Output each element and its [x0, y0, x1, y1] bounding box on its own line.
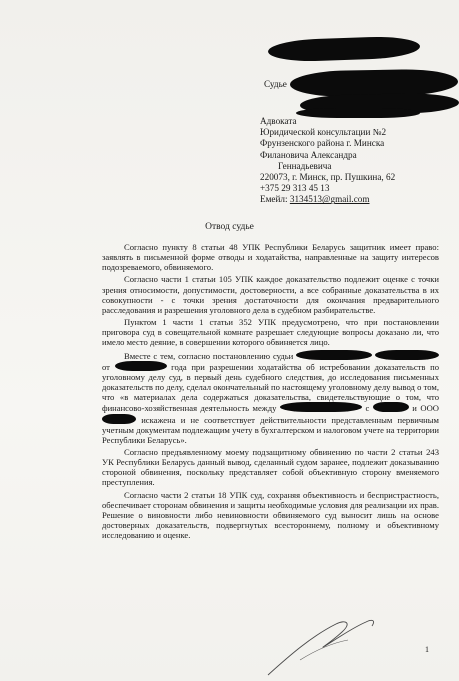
paragraph-5: Согласно предъявленному моему подзащитному обвинению по части 2 статьи 243 УК Республики Беларусь данный вывод, сделанный судом заранее, подлежит доказыванию стороной обвинения, поскольку представляет собой объективную сторону вменяемого преступления. [102, 446, 439, 488]
p4-text-c: года при разрешении ходатайства об истребовании доказательств по уголовному делу суд, в первый день судебного следствия, до исследования письменных доказательств по делу, сделал окончательный по настоящему уголовному делу вывод о том, что «в материалах дела содержаться доказательства, свидетельствующие о том, что финансово-хозяйственная деятельность между [102, 361, 439, 414]
email-label: Емейл: [260, 194, 290, 205]
paragraph-2: Согласно части 1 статьи 105 УПК каждое доказательство подлежит оценке с точки зрения относимости, допустимости, достоверности, а все собранные доказательства в их совокупности - с точки зрения достаточности для окончания предварительного расследования и разрешения уголовного дела в судебном разбирательстве. [102, 274, 439, 315]
addr-line-3: Филановича Александра [260, 149, 357, 160]
addr-line-0: Адвоката [260, 116, 297, 126]
paragraph-1: Согласно пункту 8 статьи 48 УПК Республики Беларусь защитник имеет право: заявлять в письменной форме отводы и ходатайства, направленные на защиту интересов подозреваемого, обвиняемого. [102, 242, 439, 273]
addr-line-5: 220073, г. Минск, пр. Пушкина, 62 [260, 172, 396, 183]
paragraph-3: Пунктом 1 части 1 статьи 352 УПК предусмотрено, что при постановлении приговора суд в совещательной комнате разрешает следующие вопросы доказано ли, что имело место деяние, в совершении которого обвиняется лицо. [102, 317, 439, 348]
email-link[interactable]: 3134513@gmail.com [289, 194, 370, 205]
addr-line-4: Геннадьевича [278, 160, 332, 171]
addr-line-6: +375 29 313 45 13 [260, 183, 330, 194]
judge-prefix: Судье [264, 79, 287, 89]
p4-text-b: от [102, 361, 110, 372]
p4-text-e: и ООО [412, 403, 440, 414]
addr-line-1: Юридической консультации №2 [260, 127, 387, 138]
paragraph-6: Согласно части 2 статьи 18 УПК суд, сохраняя объективность и беспристрастность, обеспечивает сторонам обвинения и защиты необходимые условия для реализации их прав. Решение о виновности либо невиновности обвиняемого суд выносит лишь на основе достоверных доказательств, подвергнутых всестороннему, полному и объективному исследованию и оценке. [102, 489, 439, 541]
document-title: Отвод судье [205, 222, 254, 232]
p4-text-f: искажена и не соответствует действительности представленным первичным учетным документам подлежащим учету в бухгалтерском и налоговом учете на территории Республики Беларусь». [102, 414, 439, 445]
p4-text-a: Вместе с тем, согласно постановлению судьи [124, 350, 294, 361]
p4-text-d: с [365, 403, 370, 414]
page-number: 1 [425, 645, 429, 654]
addr-line-2: Фрунзенского района г. Минска [260, 138, 385, 149]
